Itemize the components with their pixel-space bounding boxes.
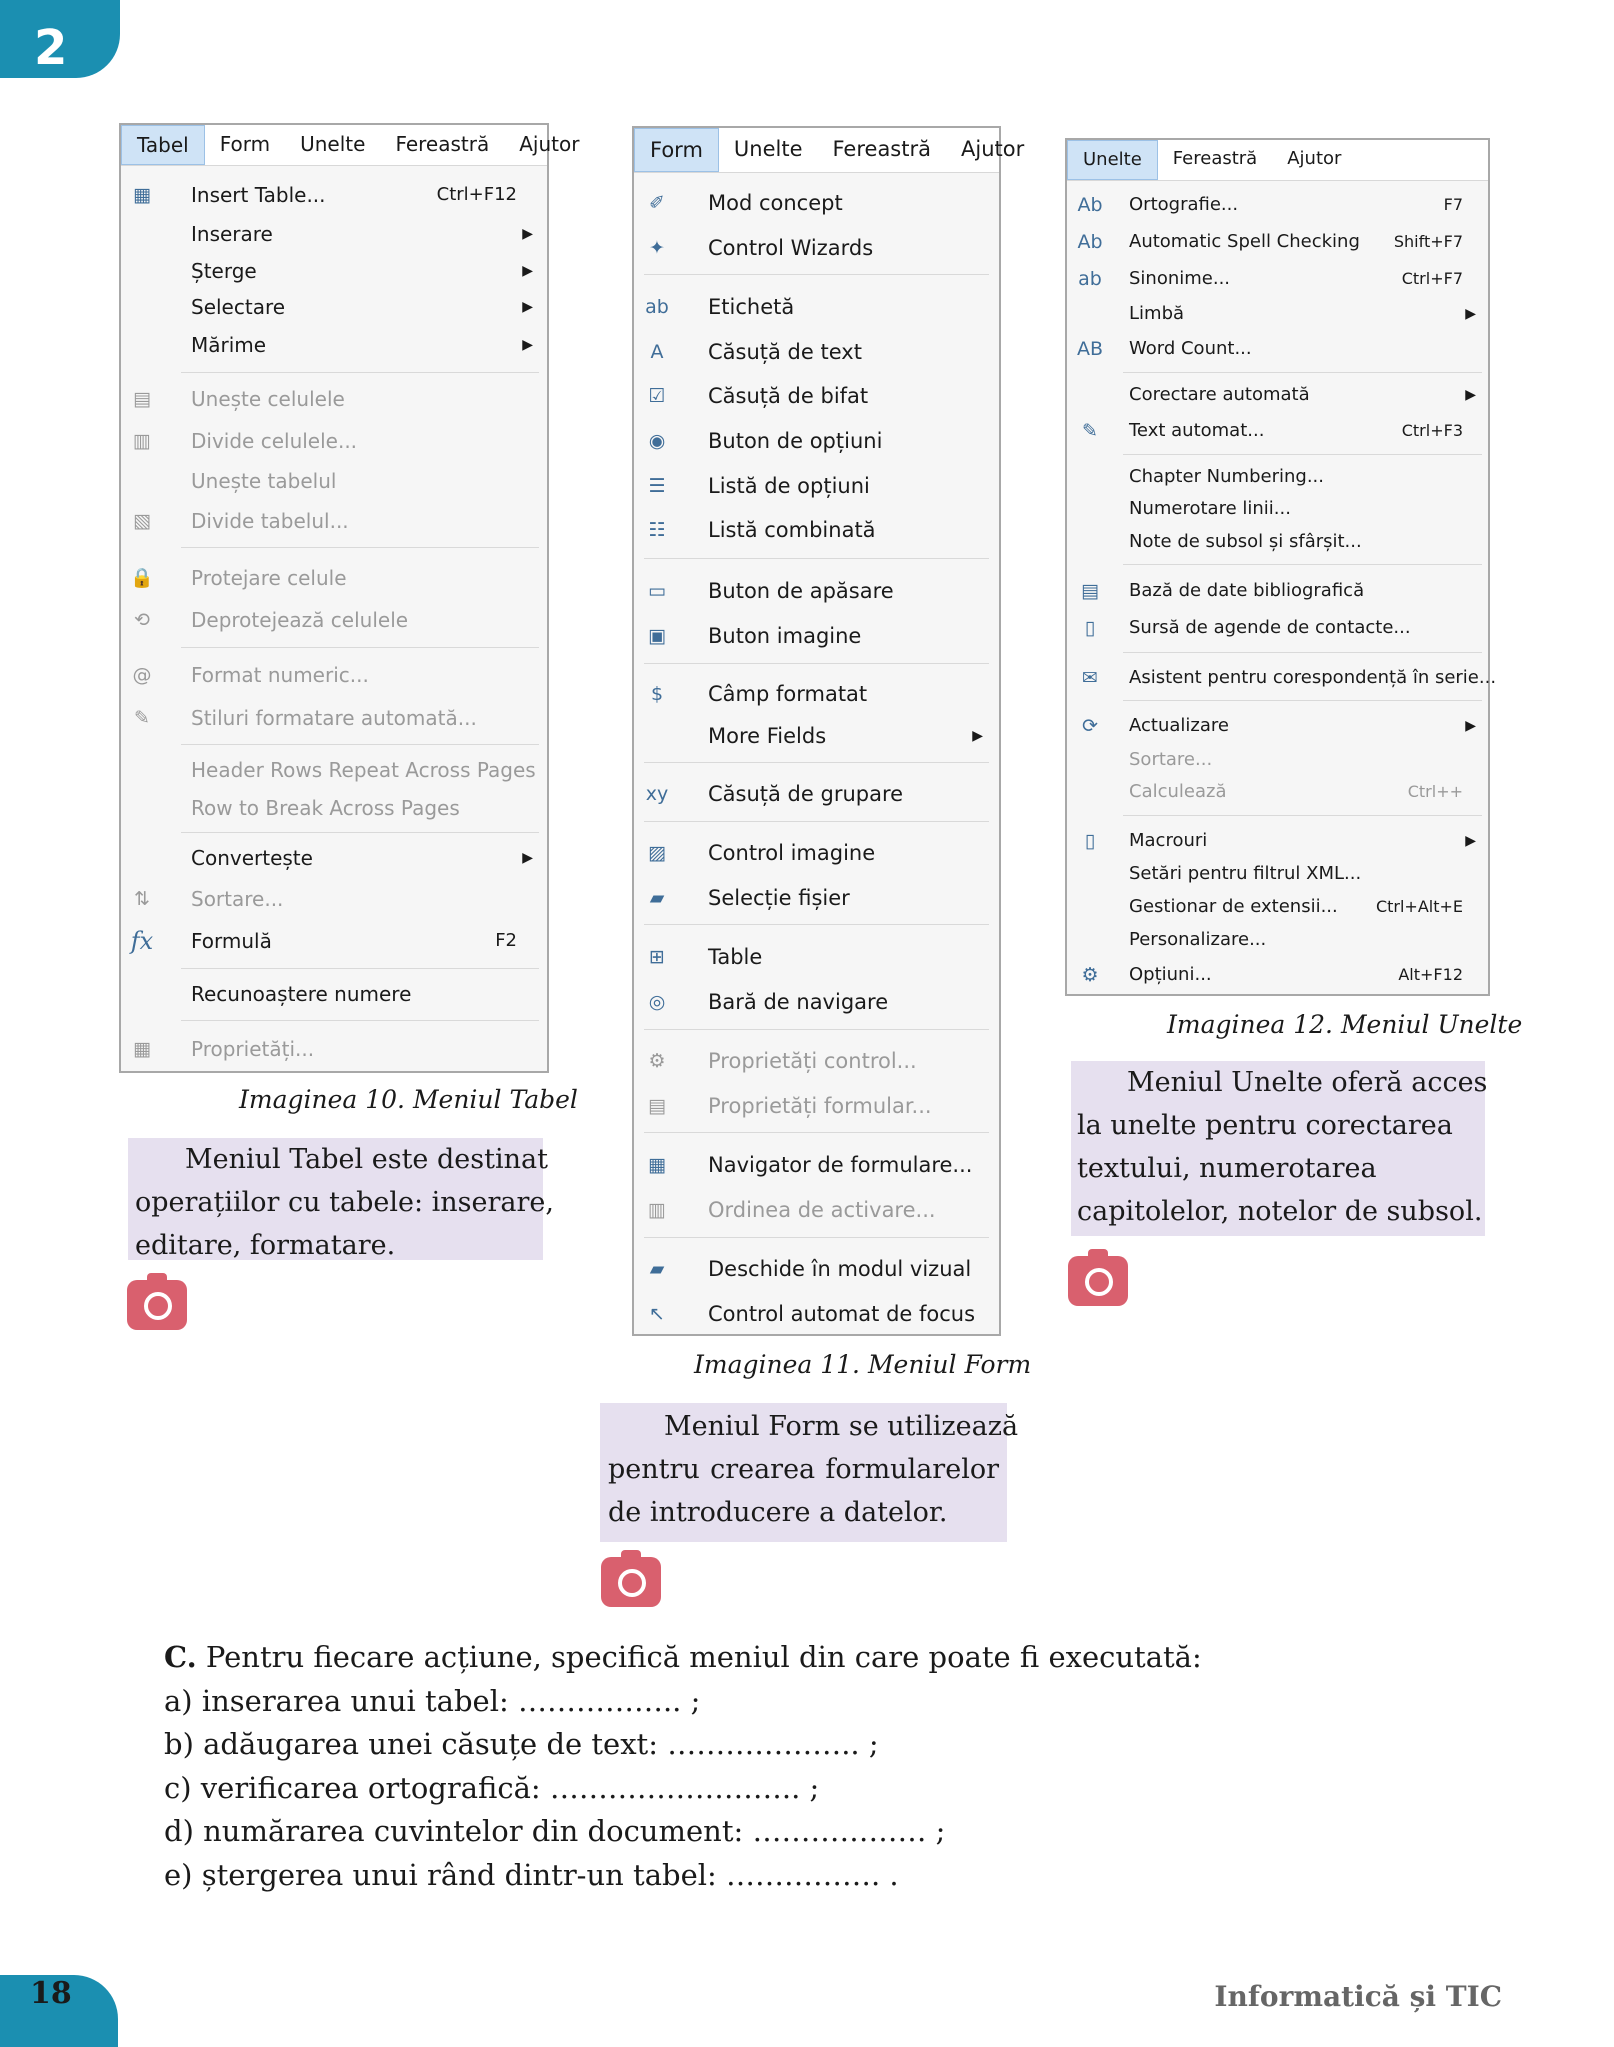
spelling-icon: Ab [1077, 194, 1103, 216]
menu-item[interactable] [1067, 415, 1488, 447]
submenu-arrow-icon: ▶ [1465, 718, 1476, 734]
menu-item-label: Table [708, 945, 763, 969]
menu-item[interactable] [634, 716, 999, 756]
menu-item-label: More Fields [708, 724, 827, 748]
menubar-item-form[interactable]: Fereastră [832, 137, 931, 161]
menubar-item-form[interactable]: Unelte [733, 137, 803, 161]
menubar-item-form[interactable]: Form [634, 128, 719, 172]
menu-item[interactable] [1067, 662, 1497, 694]
menu-item-label: Stiluri formatare automată... [191, 706, 477, 730]
submenu-arrow-icon: ▶ [972, 728, 983, 744]
options-gear-icon: ⚙ [1081, 964, 1099, 986]
description-line: textului, numerotarea [1077, 1153, 1377, 1184]
menu-item-label: Sursă de agende de contacte... [1129, 617, 1411, 638]
menu-separator [644, 762, 989, 763]
page-number: 18 [30, 1976, 72, 2011]
menu-separator [644, 663, 989, 664]
description-line: la unelte pentru corectarea [1077, 1110, 1453, 1141]
submenu-arrow-icon: ▶ [522, 263, 533, 279]
submenu-arrow-icon: ▶ [1465, 833, 1476, 849]
menu-item[interactable] [1067, 612, 1488, 644]
menu-item-label: Row to Break Across Pages [191, 796, 460, 820]
menu-separator [1123, 372, 1482, 373]
activation-order-icon: ▥ [648, 1199, 666, 1221]
menu-item[interactable] [1067, 825, 1488, 857]
menu-item-label: Note de subsol și sfârșit... [1129, 531, 1362, 552]
menu-item[interactable] [1067, 461, 1488, 493]
menu-item[interactable] [634, 510, 999, 550]
word-count-icon: AB [1077, 338, 1104, 360]
thesaurus-icon: ab [1078, 268, 1102, 290]
menu-item[interactable] [1067, 526, 1488, 558]
menu-item-shortcut: Ctrl++ [1407, 782, 1463, 801]
menubar-item-unelte[interactable]: Unelte [1067, 140, 1158, 180]
menu-item[interactable] [634, 466, 999, 506]
menu-item-shortcut: F2 [495, 930, 517, 951]
menu-item-label: Căsuță de grupare [708, 782, 904, 806]
menu-item[interactable] [634, 1294, 999, 1334]
menu-separator [181, 744, 539, 745]
menu-item[interactable] [634, 1190, 999, 1230]
menu-item-label: Word Count... [1129, 338, 1252, 359]
caption-imaginea-10: Imaginea 10. Meniul Tabel [239, 1085, 578, 1114]
exercise-letter: C. [164, 1640, 197, 1674]
menu-item[interactable] [1067, 710, 1488, 742]
checkbox-icon: ☑ [648, 385, 666, 407]
navigation-bar-icon: ◎ [648, 991, 666, 1013]
menu-item[interactable] [634, 982, 999, 1022]
menu-item-label: Mod concept [708, 191, 843, 215]
menu-item-label: Gestionar de extensii... [1129, 896, 1338, 917]
menu-item-label: Macrouri [1129, 830, 1208, 851]
menu-item[interactable] [1067, 959, 1488, 991]
menu-item[interactable] [634, 1145, 999, 1185]
menu-item-label: Buton de apăsare [708, 579, 894, 603]
menu-item-label: Actualizare [1129, 715, 1229, 736]
menu-item-label: Format numeric... [191, 663, 369, 687]
menu-separator [1123, 564, 1482, 565]
open-design-mode-icon: ▰ [649, 1258, 665, 1280]
menu-item-label: Bază de date bibliografică [1129, 580, 1365, 601]
folder-icon: ▰ [649, 887, 665, 909]
design-mode-icon: ✐ [649, 192, 665, 214]
menu-separator [644, 1132, 989, 1133]
menu-item[interactable] [634, 571, 999, 611]
menu-item-label: Control automat de focus [708, 1302, 976, 1326]
menu-item-label: Inserare [191, 222, 273, 246]
menu-item[interactable] [121, 177, 547, 213]
submenu-arrow-icon: ▶ [522, 299, 533, 315]
description-line: pentru crearea formularelor [608, 1454, 999, 1485]
menu-item[interactable] [634, 376, 999, 416]
menu-item-label: Opțiuni... [1129, 964, 1212, 985]
dollar-field-icon: $ [650, 683, 664, 705]
unprotect-icon: ⟲ [134, 609, 150, 631]
menu-separator [181, 647, 539, 648]
menu-item[interactable] [1067, 379, 1488, 411]
menu-item[interactable] [634, 833, 999, 873]
table-properties-icon: ▦ [133, 1038, 151, 1060]
menu-item[interactable] [121, 327, 547, 363]
menu-item[interactable] [121, 700, 547, 736]
menu-item[interactable] [634, 287, 999, 327]
menu-item-label: Căsuță de text [708, 340, 862, 364]
menu-item-label: Divide tabelul... [191, 509, 349, 533]
menu-item[interactable] [1067, 263, 1488, 295]
menu-item-label: Selecție fișier [708, 886, 850, 910]
menu-separator [181, 832, 539, 833]
lock-icon: 🔒 [130, 567, 154, 589]
menu-bar [634, 128, 1025, 173]
menu-item-label: Divide celulele... [191, 429, 358, 453]
menu-item[interactable] [121, 976, 547, 1012]
menu-item-label: Buton de opțiuni [708, 429, 883, 453]
menu-separator [181, 372, 539, 373]
menu-item[interactable] [121, 253, 547, 289]
menu-item[interactable] [634, 937, 999, 977]
description-line: editare, formatare. [135, 1230, 396, 1261]
menu-item[interactable] [121, 840, 547, 876]
chapter-number: 2 [34, 20, 68, 76]
menu-item-label: Căsuță de bifat [708, 384, 869, 408]
text-box-icon: A [650, 341, 664, 363]
menubar-item-tabel[interactable]: Tabel [121, 125, 205, 165]
menu-item-label: Navigator de formulare... [708, 1153, 973, 1177]
autoformat-brush-icon: ✎ [134, 707, 150, 729]
menu-item[interactable] [121, 923, 547, 959]
menu-item-shortcut: F7 [1443, 195, 1463, 214]
menu-item-label: Setări pentru filtrul XML... [1129, 863, 1362, 884]
menu-item[interactable] [634, 616, 999, 656]
autotext-icon: ✎ [1082, 420, 1098, 442]
auto-spellcheck-icon: Ab [1077, 231, 1103, 253]
exercise-item: c) verificarea ortografică: …………………….. ; [164, 1770, 820, 1805]
formula-fx-icon: fx [130, 927, 154, 955]
menu-item-label: Proprietăți formular... [708, 1094, 932, 1118]
menu-separator [644, 1029, 989, 1030]
menu-separator [1123, 700, 1482, 701]
menubar-item-unelte[interactable]: Fereastră [1172, 148, 1258, 169]
menu-item-shortcut: Ctrl+F3 [1401, 421, 1463, 440]
menu-item[interactable] [1067, 493, 1488, 525]
menu-item-label: Automatic Spell Checking [1129, 231, 1360, 252]
menu-item-label: Câmp formatat [708, 682, 868, 706]
exercise-prompt-text: Pentru fiecare acțiune, specifică meniul din care poate fi executată: [205, 1640, 1202, 1674]
menu-item[interactable] [121, 216, 547, 252]
control-wizards-icon: ✦ [649, 237, 665, 259]
pointer-cursor-icon: ↖ [649, 1303, 665, 1325]
menu-item[interactable] [121, 560, 547, 596]
exercise-item: a) inserarea unui tabel: …………….. ; [164, 1683, 701, 1718]
menu-item-label: Ordinea de activare... [708, 1198, 936, 1222]
menu-item[interactable] [121, 381, 547, 417]
menu-separator [644, 558, 989, 559]
menubar-item-unelte[interactable]: Ajutor [1287, 148, 1342, 169]
menu-separator [644, 274, 989, 275]
menu-item-label: Text automat... [1129, 420, 1265, 441]
menu-separator [181, 968, 539, 969]
group-box-xy-icon: xy [645, 783, 669, 805]
menu-item[interactable] [634, 228, 999, 268]
menu-item-label: Selectare [191, 295, 286, 319]
menu-item[interactable] [634, 774, 999, 814]
menu-item-label: Proprietăți... [191, 1037, 315, 1061]
menu-item[interactable] [634, 332, 999, 372]
description-line: Meniul Form se utilizează [664, 1411, 1019, 1442]
exercise-item: e) ștergerea unui rând dintr-un tabel: ……………. . [164, 1857, 899, 1892]
camera-icon [127, 1280, 187, 1330]
menu-separator [181, 547, 539, 548]
menu-item[interactable] [1067, 891, 1488, 923]
caption-imaginea-11: Imaginea 11. Meniul Form [694, 1350, 1032, 1379]
exercise-item: d) numărarea cuvintelor din document: ……………… ; [164, 1814, 946, 1848]
exercise-c [164, 1636, 1202, 1897]
menu-item-shortcut: Ctrl+F12 [436, 184, 517, 205]
menu-separator [644, 1237, 989, 1238]
menu-item-label: Sortare... [1129, 749, 1213, 770]
menu-item[interactable] [634, 878, 999, 918]
list-box-icon: ☰ [648, 475, 666, 497]
description-tabel [128, 1138, 554, 1261]
menu-item[interactable] [121, 881, 547, 917]
menu-bar [121, 125, 580, 166]
menu-tabel-screenshot [119, 123, 580, 1073]
menu-item[interactable] [121, 423, 547, 459]
menu-item-label: Protejare celule [191, 566, 347, 590]
menu-item-label: Calculează [1129, 781, 1227, 802]
menu-item[interactable] [634, 1086, 999, 1126]
bibliography-icon: ▤ [1081, 580, 1099, 602]
radio-button-icon: ◉ [648, 430, 666, 452]
menu-item[interactable] [634, 1249, 999, 1289]
menu-item[interactable] [1067, 776, 1488, 808]
menu-item[interactable] [121, 790, 547, 826]
menu-separator [1123, 652, 1482, 653]
menu-item-label: Convertește [191, 846, 313, 870]
menu-item-label: Deschide în modul vizual [708, 1257, 972, 1281]
menu-separator [644, 924, 989, 925]
split-cells-icon: ▥ [133, 430, 151, 452]
menu-unelte-screenshot [1065, 138, 1497, 996]
description-line: de introducere a datelor. [608, 1497, 948, 1528]
chapter-tab [0, 0, 120, 78]
menu-item-label: Mărime [191, 333, 267, 357]
combo-box-icon: ☷ [648, 519, 666, 541]
menu-item-label: Bară de navigare [708, 990, 889, 1014]
menu-item-label: Corectare automată [1129, 384, 1310, 405]
camera-icon [601, 1557, 661, 1607]
menu-separator [1123, 815, 1482, 816]
menu-form-screenshot [632, 126, 1025, 1336]
number-format-icon: @ [132, 664, 152, 686]
menu-item[interactable] [634, 421, 999, 461]
exercise-prompt [164, 1636, 1202, 1680]
menu-item-label: Sortare... [191, 887, 284, 911]
menu-item-label: Listă de opțiuni [708, 474, 870, 498]
camera-icon [1068, 1256, 1128, 1306]
menu-item-label: Deprotejează celulele [191, 608, 409, 632]
description-line: capitolelor, notelor de subsol. [1077, 1196, 1483, 1227]
menubar-item-tabel[interactable]: Unelte [300, 132, 366, 156]
menu-item-shortcut: Shift+F7 [1393, 232, 1463, 251]
menu-separator [181, 1020, 539, 1021]
menu-item-label: Etichetă [708, 295, 795, 319]
menu-item-label: Unește celulele [191, 387, 345, 411]
image-control-icon: ▨ [648, 842, 666, 864]
menubar-item-tabel[interactable]: Ajutor [519, 132, 580, 156]
menu-item[interactable] [1067, 575, 1488, 607]
macro-icon: ▯ [1084, 830, 1096, 852]
description-line: Meniul Tabel este destinat [185, 1144, 548, 1175]
control-properties-icon: ⚙ [648, 1050, 666, 1072]
footer-title: Informatică și TIC [1214, 1980, 1502, 2013]
menu-item-shortcut: Ctrl+Alt+E [1375, 897, 1463, 916]
description-form [600, 1403, 1019, 1542]
menu-item-label: Control imagine [708, 841, 876, 865]
push-button-icon: ▭ [648, 580, 666, 602]
menu-item[interactable] [1067, 858, 1488, 890]
menu-item[interactable] [1067, 333, 1488, 365]
split-table-icon: ▧ [133, 510, 151, 532]
update-icon: ⟳ [1082, 715, 1098, 737]
menu-item-label: Formulă [191, 929, 272, 953]
menu-item-shortcut: Ctrl+F7 [1401, 269, 1463, 288]
form-properties-icon: ▤ [648, 1095, 666, 1117]
address-book-icon: ▯ [1084, 617, 1096, 639]
menu-item-label: Unește tabelul [191, 469, 337, 493]
menu-item-label: Limbă [1129, 303, 1185, 324]
menu-item-label: Header Rows Repeat Across Pages [191, 758, 536, 782]
menu-item[interactable] [634, 1041, 999, 1081]
exercise-item: b) adăugarea unei căsuțe de text: ……………….. ; [164, 1727, 879, 1761]
menu-item[interactable] [1067, 744, 1488, 776]
submenu-arrow-icon: ▶ [1465, 387, 1476, 403]
menu-item[interactable] [121, 657, 547, 693]
submenu-arrow-icon: ▶ [522, 337, 533, 353]
menu-item[interactable] [121, 289, 547, 325]
menu-item[interactable] [1067, 226, 1488, 258]
menu-item-label: Chapter Numbering... [1129, 466, 1324, 487]
menu-item[interactable] [121, 602, 547, 638]
menu-item-label: Control Wizards [708, 236, 874, 260]
menu-item-label: Personalizare... [1129, 929, 1267, 950]
sort-icon: ⇅ [134, 888, 150, 910]
menu-item-label: Listă combinată [708, 518, 876, 542]
menu-item[interactable] [1067, 189, 1488, 221]
menu-item-label: Șterge [191, 259, 257, 283]
menu-separator [644, 821, 989, 822]
menu-item-label: Insert Table... [191, 183, 326, 207]
menubar-item-form[interactable]: Ajutor [961, 137, 1025, 161]
description-line: Meniul Unelte oferă acces [1127, 1067, 1488, 1098]
form-navigator-icon: ▦ [648, 1154, 666, 1176]
submenu-arrow-icon: ▶ [522, 226, 533, 242]
menu-item[interactable] [121, 752, 547, 788]
description-unelte [1071, 1061, 1488, 1236]
image-button-icon: ▣ [648, 625, 666, 647]
menu-separator [1123, 454, 1482, 455]
menu-item-label: Asistent pentru corespondență în serie... [1129, 667, 1497, 688]
description-line: operațiilor cu tabele: inserare, [135, 1187, 554, 1218]
submenu-arrow-icon: ▶ [522, 850, 533, 866]
menubar-item-tabel[interactable]: Fereastră [395, 132, 490, 156]
menu-item-shortcut: Alt+F12 [1398, 965, 1463, 984]
menu-item[interactable] [1067, 298, 1488, 330]
merge-cells-icon: ▤ [133, 388, 151, 410]
menu-item[interactable] [634, 183, 999, 223]
menu-item-label: Proprietăți control... [708, 1049, 917, 1073]
menu-item-label: Recunoaștere numere [191, 982, 412, 1006]
mail-merge-icon: ✉ [1082, 667, 1098, 689]
menu-item-label: Ortografie... [1129, 194, 1239, 215]
table-grid-icon: ▦ [133, 184, 151, 206]
submenu-arrow-icon: ▶ [1465, 306, 1476, 322]
table-control-icon: ⊞ [649, 946, 665, 968]
menu-item-label: Numerotare linii... [1129, 498, 1291, 519]
menu-item[interactable] [634, 674, 999, 714]
menubar-item-tabel[interactable]: Form [219, 132, 271, 156]
menu-item-label: Sinonime... [1129, 268, 1231, 289]
menu-item-label: Buton imagine [708, 624, 862, 648]
menu-item[interactable] [1067, 924, 1488, 956]
menu-item[interactable] [121, 503, 547, 539]
menu-item[interactable] [121, 463, 547, 499]
menu-bar [1067, 140, 1488, 181]
label-ab-icon: ab [645, 296, 669, 318]
menu-item[interactable] [121, 1031, 547, 1067]
caption-imaginea-12: Imaginea 12. Meniul Unelte [1167, 1010, 1523, 1039]
